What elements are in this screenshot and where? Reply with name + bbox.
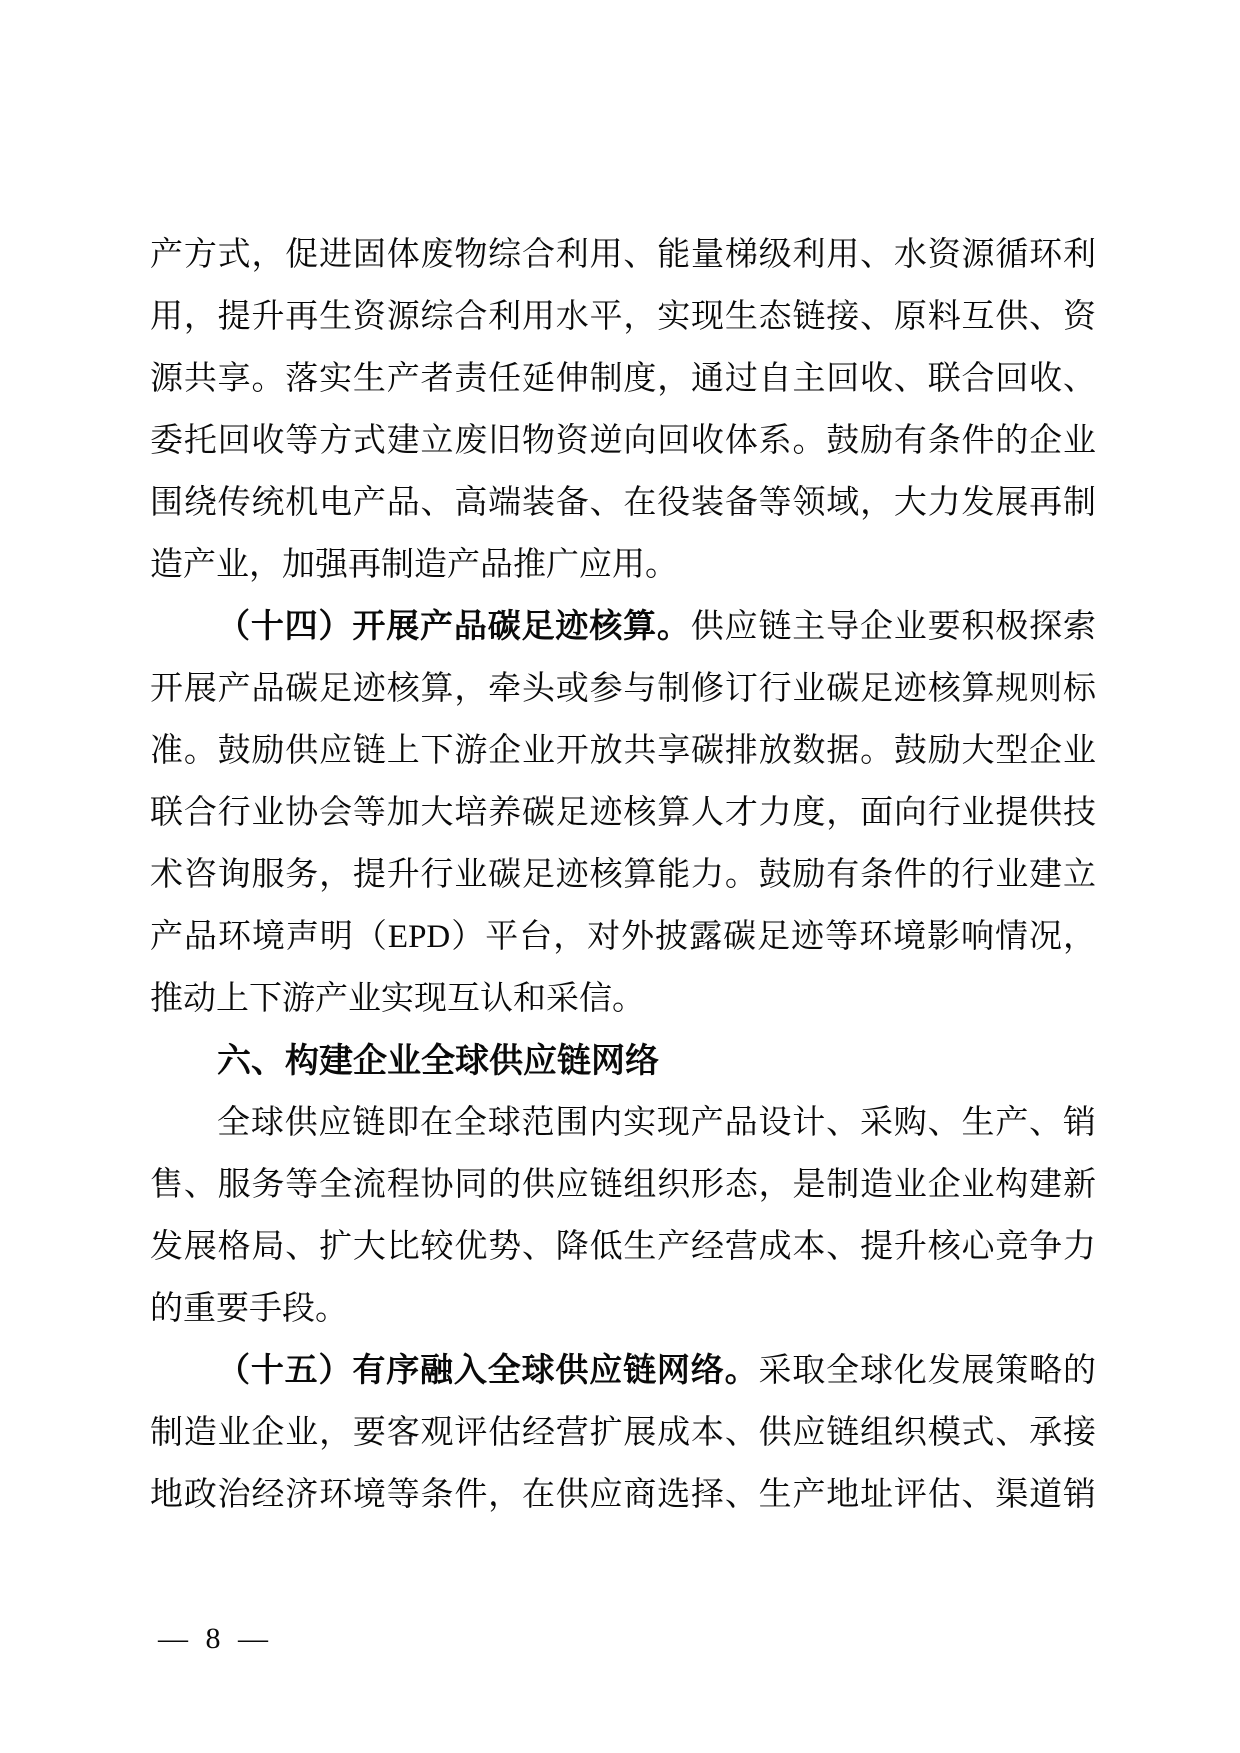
text-line <box>150 286 1096 348</box>
paragraph-clause-14 <box>150 596 1096 1030</box>
text-line <box>150 720 1096 782</box>
text-line <box>150 1030 1096 1092</box>
text-line <box>150 472 1096 534</box>
text-line <box>150 906 1096 968</box>
body-text: 全球供应链即在全球范围内实现产品设计、采购、生产、销 <box>217 1105 1096 1141</box>
text-line <box>150 844 1096 906</box>
text-line <box>150 782 1096 844</box>
section-heading-6 <box>150 1030 1096 1092</box>
body-text: 售、服务等全流程协同的供应链组织形态，是制造业企业构建新 <box>150 1167 1096 1203</box>
body-text: 发展格局、扩大比较优势、降低生产经营成本、提升核心竞争力 <box>150 1229 1096 1265</box>
body-text: 用，提升再生资源综合利用水平，实现生态链接、原料互供、资 <box>150 299 1096 335</box>
body-text: 地政治经济环境等条件，在供应商选择、生产地址评估、渠道销 <box>150 1477 1096 1513</box>
body-text: 围绕传统机电产品、高端装备、在役装备等领域，大力发展再制 <box>150 485 1096 521</box>
clause-lead: （十四）开展产品碳足迹核算。 <box>217 609 691 645</box>
body-text: 准。鼓励供应链上下游企业开放共享碳排放数据。鼓励大型企业 <box>150 733 1096 769</box>
text-line <box>150 1340 1096 1402</box>
text-line <box>150 1154 1096 1216</box>
text-line <box>150 968 1096 1030</box>
text-line <box>150 1464 1096 1526</box>
body-text: 产品环境声明（EPD）平台，对外披露碳足迹等环境影响情况， <box>150 919 1096 955</box>
clause-lead: （十五）有序融入全球供应链网络。 <box>217 1353 759 1389</box>
text-line <box>150 534 1096 596</box>
text-line <box>150 224 1096 286</box>
body-text: 委托回收等方式建立废旧物资逆向回收体系。鼓励有条件的企业 <box>150 423 1096 459</box>
body-text: 制造业企业，要客观评估经营扩展成本、供应链组织模式、承接 <box>150 1415 1096 1451</box>
body-text: 推动上下游产业实现互认和采信。 <box>150 981 645 1017</box>
body-text: 供应链主导企业要积极探索 <box>690 609 1097 645</box>
text-line <box>150 1216 1096 1278</box>
body-text: 采取全球化发展策略的 <box>758 1353 1097 1389</box>
page-number: — 8 — <box>158 1622 273 1655</box>
body-text: 术咨询服务，提升行业碳足迹核算能力。鼓励有条件的行业建立 <box>150 857 1096 893</box>
body-text: 的重要手段。 <box>150 1291 348 1327</box>
text-line <box>150 410 1096 472</box>
body-text: 开展产品碳足迹核算，牵头或参与制修订行业碳足迹核算规则标 <box>150 671 1096 707</box>
paragraph-remanufacturing <box>150 224 1096 596</box>
paragraph-clause-15 <box>150 1340 1096 1526</box>
paragraph-global-supply-chain-intro <box>150 1092 1096 1340</box>
page-footer <box>158 1622 273 1656</box>
text-line <box>150 1278 1096 1340</box>
text-line <box>150 596 1096 658</box>
text-line <box>150 1092 1096 1154</box>
body-text: 联合行业协会等加大培养碳足迹核算人才力度，面向行业提供技 <box>150 795 1096 831</box>
body-text: 造产业，加强再制造产品推广应用。 <box>150 547 678 583</box>
text-line <box>150 658 1096 720</box>
text-line <box>150 348 1096 410</box>
document-body <box>150 224 1096 1526</box>
body-text: 产方式，促进固体废物综合利用、能量梯级利用、水资源循环利 <box>150 237 1096 273</box>
text-line <box>150 1402 1096 1464</box>
body-text: 源共享。落实生产者责任延伸制度，通过自主回收、联合回收、 <box>150 361 1096 397</box>
heading-text: 六、构建企业全球供应链网络 <box>217 1042 659 1080</box>
